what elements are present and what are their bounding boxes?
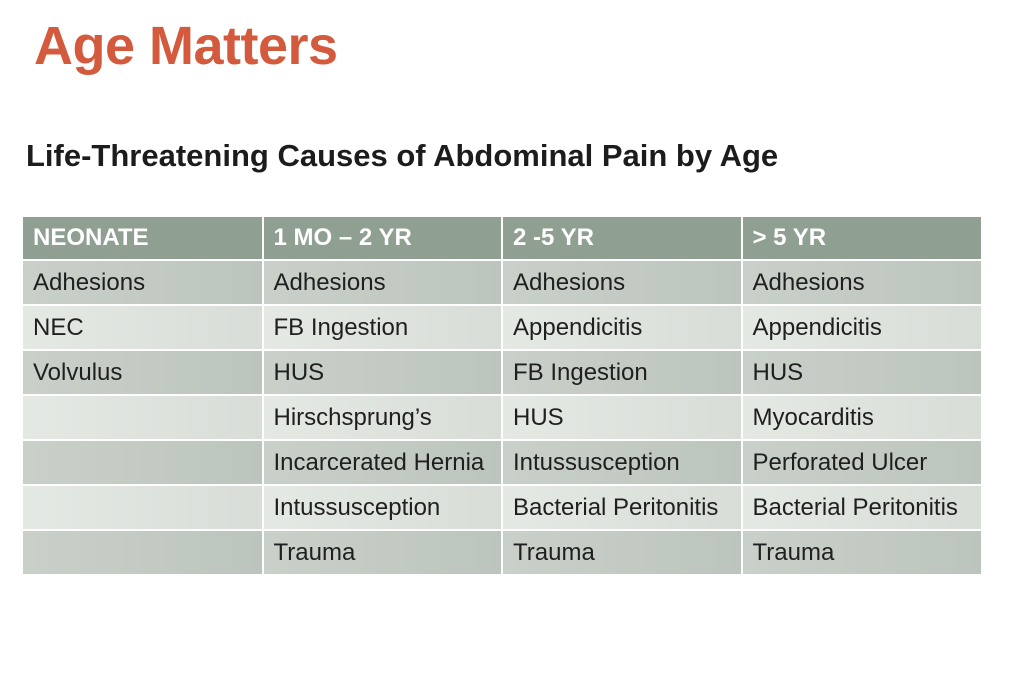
table-cell: Volvulus	[23, 350, 263, 395]
table-row	[23, 485, 981, 530]
table-cell: Appendicitis	[742, 305, 982, 350]
table-cell: Intussusception	[263, 485, 503, 530]
table-cell	[23, 485, 263, 530]
table-cell: Trauma	[263, 530, 503, 574]
table-cell	[23, 440, 263, 485]
table-cell: Perforated Ulcer	[742, 440, 982, 485]
header-over-5yr: > 5 YR	[742, 217, 982, 260]
table-row	[23, 260, 981, 305]
table-cell: Appendicitis	[502, 305, 742, 350]
table-cell: NEC	[23, 305, 263, 350]
table-row	[23, 395, 981, 440]
table-cell: Trauma	[502, 530, 742, 574]
table-cell: Myocarditis	[742, 395, 982, 440]
table-header-row	[23, 217, 981, 260]
table-cell: FB Ingestion	[263, 305, 503, 350]
table-cell: HUS	[502, 395, 742, 440]
table-cell: HUS	[742, 350, 982, 395]
table-cell: Adhesions	[742, 260, 982, 305]
table-cell	[23, 530, 263, 574]
table-cell: Intussusception	[502, 440, 742, 485]
table-cell: Hirschsprung’s	[263, 395, 503, 440]
causes-table	[23, 217, 981, 574]
table-cell	[23, 395, 263, 440]
table-row	[23, 440, 981, 485]
table-cell: FB Ingestion	[502, 350, 742, 395]
table-cell: HUS	[263, 350, 503, 395]
table-cell: Adhesions	[502, 260, 742, 305]
table-cell: Incarcerated Hernia	[263, 440, 503, 485]
table-cell: Bacterial Peritonitis	[742, 485, 982, 530]
header-1mo-2yr: 1 MO – 2 YR	[263, 217, 503, 260]
header-neonate: NEONATE	[23, 217, 263, 260]
table-row	[23, 530, 981, 574]
table-row	[23, 350, 981, 395]
table-row	[23, 305, 981, 350]
table-cell: Trauma	[742, 530, 982, 574]
slide-subtitle: Life-Threatening Causes of Abdominal Pain by Age	[26, 138, 779, 173]
table-cell: Bacterial Peritonitis	[502, 485, 742, 530]
table-cell: Adhesions	[263, 260, 503, 305]
table-cell: Adhesions	[23, 260, 263, 305]
slide-title: Age Matters	[34, 16, 338, 76]
header-2-5yr: 2 -5 YR	[502, 217, 742, 260]
